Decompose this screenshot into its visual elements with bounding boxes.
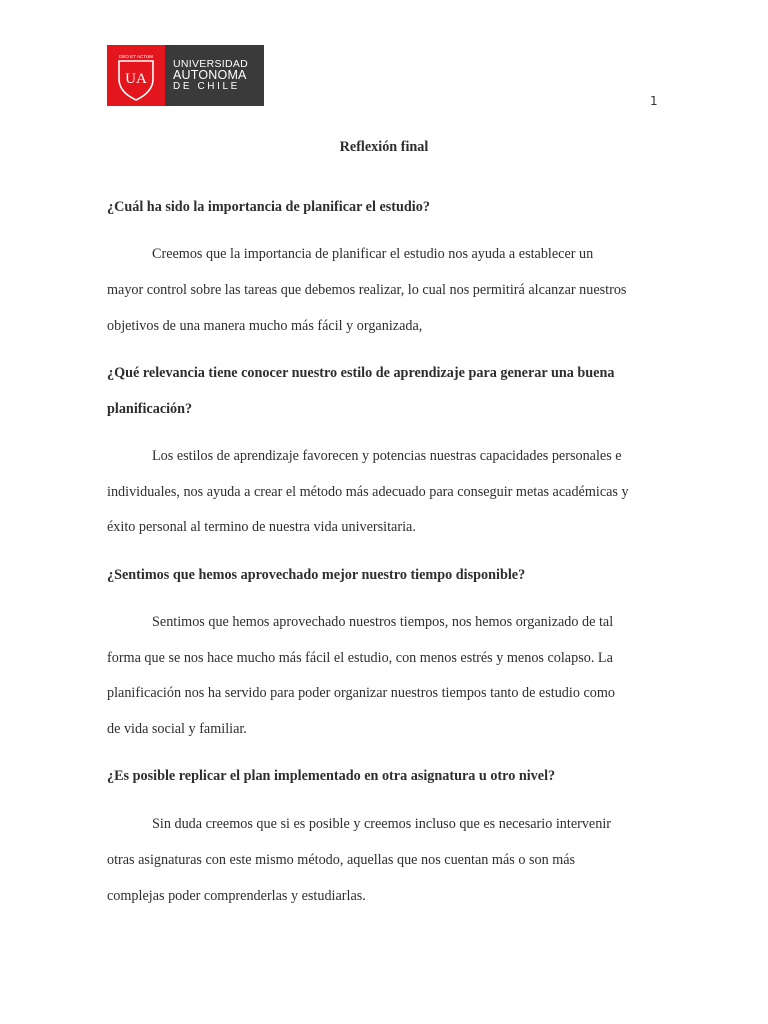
logo-line-2: AUTONOMA: [173, 68, 247, 82]
document-title: Reflexión final: [339, 139, 429, 155]
question-3: ¿Sentimos que hemos aprovechado mejor nuestro tiempo disponible?: [107, 567, 526, 583]
question-4: ¿Es posible replicar el plan implementado en otra asignatura u otro nivel?: [107, 768, 556, 784]
answer-4-line-3: complejas poder comprenderlas y estudiarlas.: [107, 888, 366, 904]
logo-line-3: DE CHILE: [173, 81, 240, 92]
emblem-text: UA: [125, 71, 147, 87]
answer-4-line-2: otras asignaturas con este mismo método, aquellas que nos cuentan más o son más: [107, 852, 576, 868]
logo-line-1: UNIVERSIDAD: [173, 58, 249, 70]
answer-3-line-3: planificación nos ha servido para poder organizar nuestros tiempos tanto de estudio como: [107, 685, 615, 701]
answer-2-line-3: éxito personal al termino de nuestra vida universitaria.: [107, 519, 416, 535]
answer-1-line-2: mayor control sobre las tareas que debemos realizar, lo cual nos permitirá alcanzar nuestros: [107, 282, 627, 298]
answer-2-line-2: individuales, nos ayuda a crear el método más adecuado para conseguir metas académicas y: [107, 484, 629, 500]
emblem-small-text: DEO ET ACTUM: [119, 54, 153, 59]
answer-3-line-1: Sentimos que hemos aprovechado nuestros tiempos, nos hemos organizado de tal: [152, 614, 614, 630]
logo-wordmark: [165, 45, 264, 106]
question-2-line-1: ¿Qué relevancia tiene conocer nuestro estilo de aprendizaje para generar una buena: [107, 365, 615, 381]
answer-3-line-4: de vida social y familiar.: [107, 721, 247, 737]
answer-1-line-3: objetivos de una manera mucho más fácil y organizada,: [107, 318, 423, 334]
page-number: 1: [650, 94, 658, 108]
answer-2-line-1: Los estilos de aprendizaje favorecen y potencias nuestras capacidades personales e: [152, 448, 622, 464]
answer-3-line-2: forma que se nos hace mucho más fácil el estudio, con menos estrés y menos colapso. La: [107, 650, 613, 666]
logo-emblem: [107, 45, 165, 106]
question-1: ¿Cuál ha sido la importancia de planificar el estudio?: [107, 199, 430, 215]
shield-icon: [107, 45, 165, 106]
answer-1-line-1: Creemos que la importancia de planificar el estudio nos ayuda a establecer un: [152, 246, 594, 262]
university-logo: [107, 45, 264, 106]
question-2-line-2: planificación?: [107, 401, 193, 417]
answer-4-line-1: Sin duda creemos que si es posible y creemos incluso que es necesario intervenir: [152, 816, 611, 832]
